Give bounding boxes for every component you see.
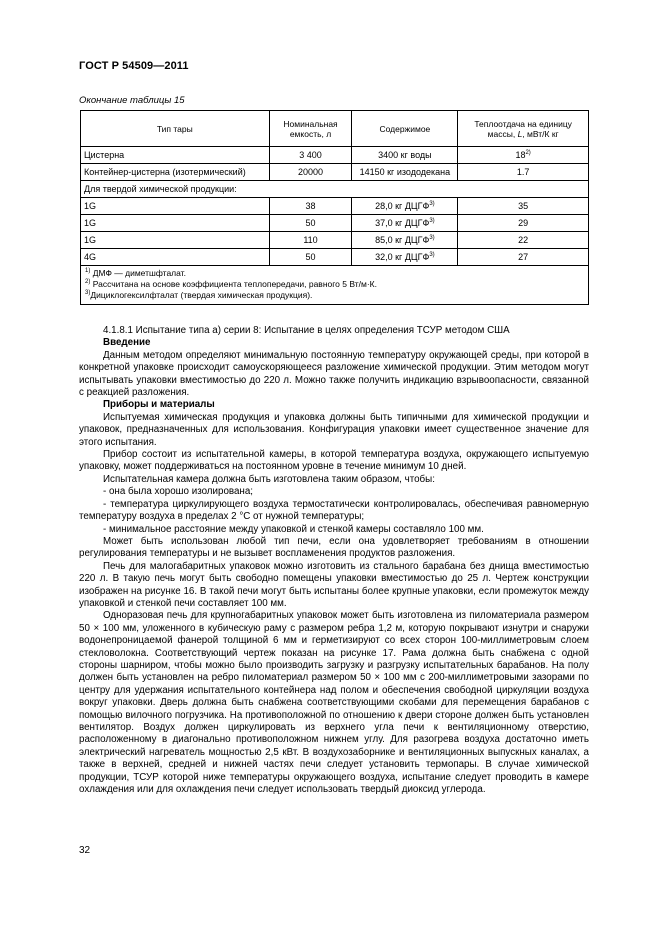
header-heat-loss: Теплоотдача на единицу массы, L, мВт/К кг [458,111,589,147]
footnote: $^{1)}$ ДМФ — диметшфталат. [85,268,186,278]
cell-contents: 85,0 кг ДЦГФ$^{3)}$ [352,232,458,249]
list-item: - температура циркулирующего воздуха термостатически контролировалась, обеспечивая равномерную температуру воздуха в пределах 2 °С от нужной температуры; [79,498,589,523]
table-header-row [81,111,589,147]
cell-type: 1G [81,232,270,249]
cell-capacity: 38 [269,198,352,215]
header-capacity: Номинальная емкость, л [269,111,352,147]
cell-heat: 1.7 [458,164,589,181]
subheading-apparatus: Приборы и материалы [103,399,215,411]
paragraph: Данным методом определяют минимальную постоянную температуру окружающей среды, при которой в конкретной упаковке происходит самоускоряющееся разложение химической продукции. Этим методом могут испытывать упаковки вместимостью до 220 л. Можно также получить индикацию взрывоопасности, связанной с реакцией разложения. [79,349,589,399]
table-row [81,198,589,215]
cell-type: 4G [81,249,270,266]
cell-heat: 35 [458,198,589,215]
page-number: 32 [79,845,91,856]
list-item: - она была хорошо изолирована; [103,486,254,498]
subheading-introduction: Введение [103,337,151,349]
cell-heat: 29 [458,215,589,232]
cell-contents: 32,0 кг ДЦГФ$^{3)}$ [352,249,458,266]
table-caption: Окончание таблицы 15 [79,95,185,106]
cell-contents: 14150 кг изододекана [352,164,458,181]
footnote: $^{2)}$ Рассчитана на основе коэффициента теплопередачи, равного 5 Вт/м·К. [85,279,377,289]
cell-contents: 37,0 кг ДЦГФ$^{3)}$ [352,215,458,232]
list-item: - минимальное расстояние между упаковкой и стенкой камеры составляло 100 мм. [103,523,484,535]
cell-heat: 27 [458,249,589,266]
header-container-type: Тип тары [81,111,270,147]
paragraph: Может быть использован любой тип печи, если она удовлетворяет требованиям в отношении регулирования температуры и не вызывет воспламенения продуктов разложения. [79,535,589,560]
cell-heat: 18$^{2)}$ [458,147,589,164]
paragraph: Испытуемая химическая продукция и упаковка должны быть типичными для химической продукции и упаковок, предназначенных для использования. Конфигурация упаковки имеет существенное значение для этого испытания. [79,411,589,448]
cell-contents: 28,0 кг ДЦГФ$^{3)}$ [352,198,458,215]
cell-type: 1G [81,198,270,215]
cell-capacity: 110 [269,232,352,249]
header-contents: Содержимое [352,111,458,147]
cell-capacity: 50 [269,215,352,232]
table-footnotes-row [81,266,589,305]
paragraph: Прибор состоит из испытательной камеры, в которой температура воздуха, окружающего испытуемую упаковку, может поддерживаться на постоянном уровне в течение минимум 10 дней. [79,449,589,473]
paragraph: Испытательная камера должна быть изготовлена таким образом, чтобы: [103,473,435,485]
section-heading-4-1-8-1: 4.1.8.1 Испытание типа а) серии 8: Испытание в целях определения ТСУР методом США [103,325,510,336]
paragraph: Печь для малогабаритных упаковок можно изготовить из стального барабана без днища вместимостью 220 л. В такую печь могут быть свободно помещены упаковки вместимостью до 25 л. Чертеж конструкции изображен на рисунке 16. В такой печи могут быть испытаны более крупные упаковки, если промежуток между упаковкой и стенкой печи составляет 100 мм. [79,560,589,609]
cell-heat: 22 [458,232,589,249]
table-15 [80,110,589,305]
table-footnotes [81,266,589,305]
footnote: $^{3)}$Дициклогексилфталат (твердая химическая продукция). [85,290,313,300]
cell-capacity: 50 [269,249,352,266]
cell-type: Контейнер-цистерна (изотермический) [81,164,270,181]
cell-capacity: 3 400 [269,147,352,164]
table-row [81,164,589,181]
table-row [81,232,589,249]
table-section-row [81,181,589,198]
body-text [79,325,589,796]
cell-type: 1G [81,215,270,232]
paragraph: Одноразовая печь для крупногабаритных упаковок может быть изготовлена из пиломатериала размером 50 × 100 мм, уложенного в кубическую раму с размером ребра 1,2 м, которую покрывают изнутри и снаружи водонепроницаемой фанерой толщиной 6 мм и герметизируют со всех сторон 100-миллиметровым слоем стекловолокна. Соответствующий чертеж показан на рисунке 17. Рама должна быть снабжена с одной стороны шарниром, чтобы можно было производить загрузку и разгрузку испытательных барабанов. На полу должен быть установлен на ребро пиломатериал размером 50 × 100 мм с 200-миллиметровыми зазорами по центру для удержания испытательного контейнера над полом и обеспечения свободной циркуляции воздуха вокруг упаковки. Дверь должна быть снабжена соответствующими скобами для перемещения барабанов с помощью вилочного погрузчика. На противоположной по отношению к двери стороне должен быть установлен вентилятор. Воздух должен циркулировать из верхнего угла печи к вентиляционному отверстию, расположенному в диагонально противоположном нижнем углу. Для разогрева воздуха достаточно иметь электрический нагреватель мощностью 2,5 кВт. В воздухозаборнике и вентиляционных выпускных каналах, а также в верхней, средней и нижней частях печи следует установить термопары. В случае химической продукции, ТСУР которой ниже температуры окружающего воздуха, испытание следует проводить в камере охлаждения или для охлаждения печи следует использовать твердый диоксид углерода. [79,610,589,796]
table-row [81,215,589,232]
cell-type: Цистерна [81,147,270,164]
cell-contents: 3400 кг воды [352,147,458,164]
cell-capacity: 20000 [269,164,352,181]
table-row [81,147,589,164]
document-standard-title: ГОСТ Р 54509—2011 [79,60,189,72]
section-solid-chemicals: Для твердой химической продукции: [81,181,589,198]
table-row [81,249,589,266]
